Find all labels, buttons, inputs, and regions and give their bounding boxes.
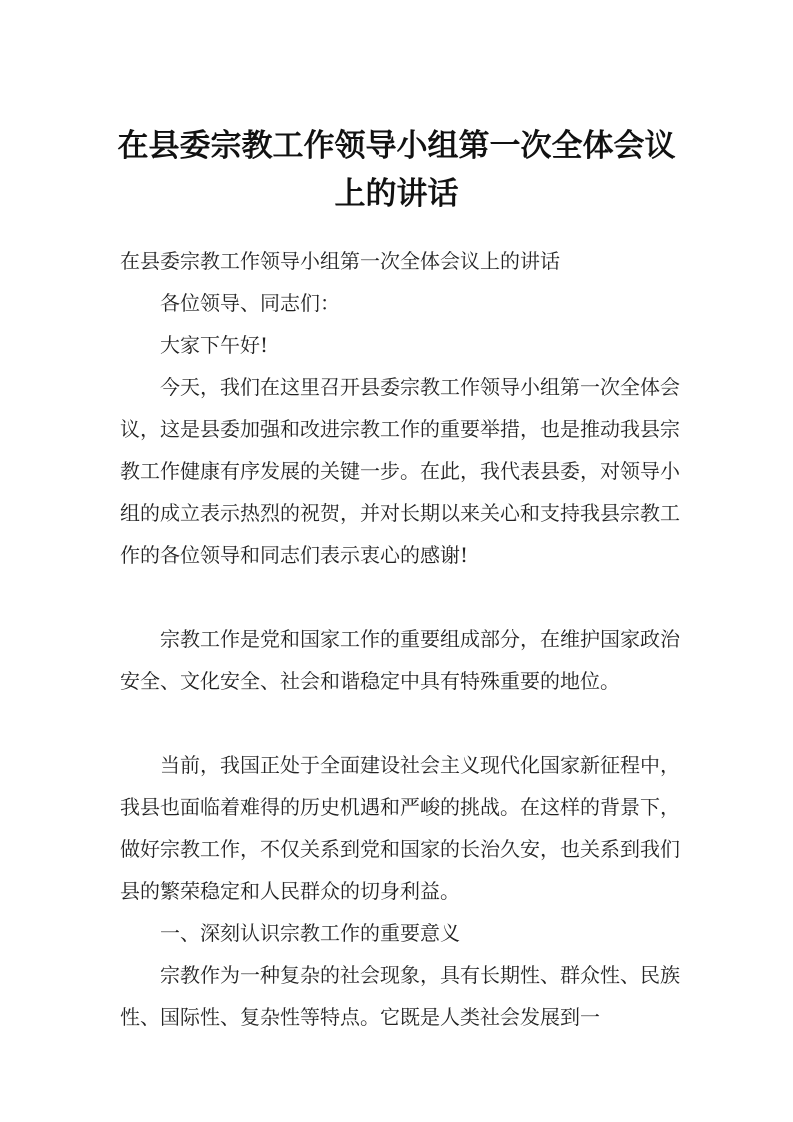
document-body <box>120 240 680 1038</box>
salutation-paragraph: 各位领导、同志们： <box>160 291 340 315</box>
paragraph-spacer <box>120 576 680 618</box>
section-heading: 一、深刻认识宗教工作的重要意义 <box>160 921 460 945</box>
document-title-line-2: 上的讲话 <box>334 176 459 212</box>
body-paragraph: 宗教工作是党和国家工作的重要组成部分，在维护国家政治安全、文化安全、社会和谐稳定中具有特殊重要的地位。 <box>120 627 680 693</box>
paragraph-spacer <box>120 702 680 744</box>
body-paragraph: 当前，我国正处于全面建设社会主义现代化国家新征程中，我县也面临着难得的历史机遇和严峻的挑战。在这样的背景下，做好宗教工作，不仅关系到党和国家的长治久安，也关系到我们县的繁荣稳定和人民群众的切身利益。 <box>120 753 680 903</box>
document-title-line-1: 在县委宗教工作领导小组第一次全体会议 <box>117 128 676 164</box>
body-paragraph: 宗教作为一种复杂的社会现象，具有长期性、群众性、民族性、国际性、复杂性等特点。它既是人类社会发展到一 <box>120 963 680 1029</box>
greeting-paragraph: 大家下午好! <box>160 333 269 357</box>
body-paragraph: 今天，我们在这里召开县委宗教工作领导小组第一次全体会议，这是县委加强和改进宗教工作的重要举措，也是推动我县宗教工作健康有序发展的关键一步。在此，我代表县委，对领导小组的成立表示热烈的祝贺，并对长期以来关心和支持我县宗教工作的各位领导和同志们表示衷心的感谢! <box>120 375 680 567</box>
subtitle-paragraph: 在县委宗教工作领导小组第一次全体会议上的讲话 <box>120 249 560 273</box>
